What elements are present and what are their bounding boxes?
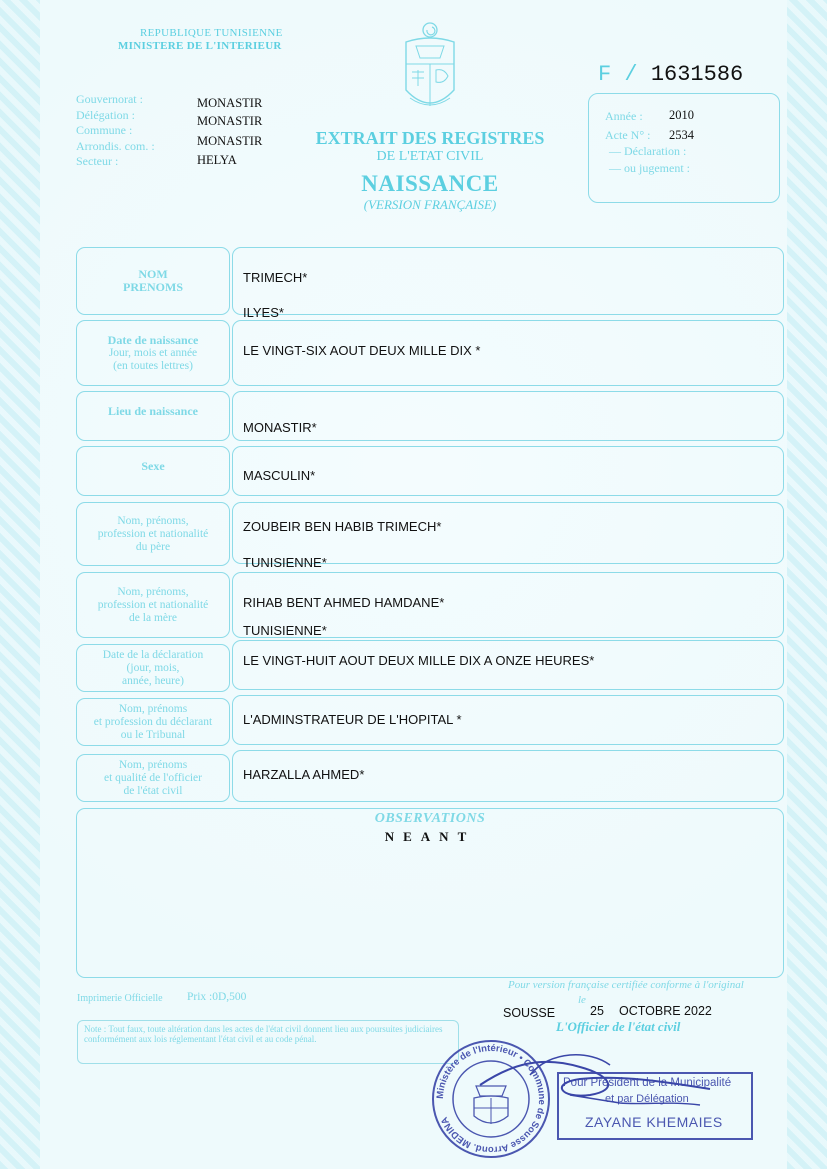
- document-title-block: [290, 128, 570, 213]
- title-etat-civil: DE L'ETAT CIVIL: [376, 149, 484, 164]
- label-line: Lieu de naissance: [107, 403, 198, 418]
- price: Prix :0D,500: [187, 991, 247, 1003]
- registry-box: [588, 93, 780, 203]
- observations-content: NEANT: [384, 829, 476, 844]
- title-version: (VERSION FRANÇAISE): [363, 197, 497, 212]
- label-line: Date de la déclaration: [102, 648, 204, 661]
- label-line: (en toutes lettres): [113, 359, 193, 372]
- mere-name-value: RIHAB BENT AHMED HAMDANE*: [243, 595, 445, 610]
- officier-value: HARZALLA AHMED*: [243, 767, 365, 782]
- stamp-name: ZAYANE KHEMAIES: [585, 1114, 723, 1130]
- observations-title: OBSERVATIONS: [374, 811, 486, 826]
- label-line: Nom, prénoms,: [117, 514, 189, 527]
- security-pattern-left: [0, 0, 40, 1169]
- commune-label: Commune :: [76, 123, 133, 137]
- year-value: 2010: [669, 108, 694, 122]
- gouvernorat-value: MONASTIR: [197, 96, 263, 110]
- label-lieu-naissance: [76, 391, 230, 441]
- round-stamp-text: Ministère de l'Intérieur • Commune de Sousse Arrond. MEDINA: [434, 1042, 548, 1156]
- date-month-year: OCTOBRE 2022: [619, 1004, 712, 1018]
- value-officier: [232, 750, 784, 802]
- label-mere: [76, 572, 230, 638]
- ministry-name: MINISTERE DE L'INTERIEUR: [118, 40, 282, 52]
- location-values: [197, 95, 262, 168]
- commune-value: MONASTIR: [197, 134, 263, 148]
- value-sexe: [232, 446, 784, 496]
- value-lieu-naissance: [232, 391, 784, 441]
- printer-name: Imprimerie Officielle: [77, 993, 163, 1004]
- label-line: profession et nationalité: [97, 598, 209, 611]
- label-line: Nom, prénoms: [118, 758, 188, 771]
- year-label: Année :: [605, 109, 643, 123]
- label-line: (jour, mois,: [126, 661, 180, 674]
- secteur-value: HELYA: [197, 153, 237, 167]
- label-declarant: [76, 698, 230, 746]
- serial-value: 1631586: [650, 62, 744, 87]
- label-sexe: [76, 446, 230, 496]
- label-line: Jour, mois et année: [108, 346, 198, 359]
- date-declaration-value: LE VINGT-HUIT AOUT DEUX MILLE DIX A ONZE HEURES*: [243, 653, 595, 668]
- date-naissance-value: LE VINGT-SIX AOUT DEUX MILLE DIX *: [243, 343, 481, 358]
- legal-note: Note : Tout faux, toute altération dans les actes de l'état civil donnent lieu aux poursuites judiciaires conformément aux lois réglementant l'état civil et au code pénal.: [77, 1020, 459, 1064]
- value-mere: [232, 572, 784, 638]
- gouvernorat-label: Gouvernorat :: [76, 92, 143, 106]
- act-value: 2534: [669, 128, 694, 142]
- pere-nationality-value: TUNISIENNE*: [243, 555, 327, 570]
- label-line: ou le Tribunal: [120, 728, 186, 741]
- delegation-label: Délégation :: [76, 107, 135, 122]
- location-labels: [76, 92, 155, 170]
- value-pere: [232, 502, 784, 570]
- serial-prefix: F /: [598, 62, 638, 87]
- handwritten-signature: [470, 1045, 720, 1135]
- label-date-naissance: [76, 320, 230, 386]
- lieu-naissance-value: MONASTIR*: [243, 420, 317, 435]
- label-line: et qualité de l'officier: [104, 771, 202, 784]
- le-text: le: [578, 994, 586, 1006]
- label-line: Sexe: [141, 458, 165, 473]
- value-declarant: [232, 695, 784, 745]
- label-line: PRENOMS: [123, 280, 183, 294]
- secteur-label: Secteur :: [76, 154, 119, 168]
- value-date-naissance: [232, 320, 784, 386]
- date-day: 25: [590, 1004, 604, 1018]
- delegation-value: MONASTIR: [197, 114, 263, 128]
- label-date-declaration: [76, 644, 230, 692]
- prenoms-value: ILYES*: [243, 305, 284, 320]
- city: SOUSSE: [503, 1006, 556, 1020]
- officer-title: L'Officier de l'état civil: [556, 1019, 681, 1034]
- sexe-value: MASCULIN*: [243, 468, 316, 483]
- certified-text: Pour version française certifiée conforme à l'original: [508, 979, 744, 991]
- label-line: Nom, prénoms,: [117, 585, 189, 598]
- label-nom-prenoms: [76, 247, 230, 315]
- mere-nationality-value: TUNISIENNE*: [243, 623, 327, 638]
- label-line: année, heure): [122, 674, 184, 687]
- label-pere: [76, 502, 230, 566]
- stamp-line-1: Pour Président de la Municipalité: [563, 1077, 732, 1089]
- declaration-label: — Déclaration :: [609, 144, 687, 158]
- serial-number: [598, 62, 743, 87]
- act-label: Acte N° :: [605, 128, 651, 142]
- title-naissance: NAISSANCE: [361, 171, 499, 196]
- label-line: Nom, prénoms: [118, 702, 188, 715]
- arrondissement-label: Arrondis. com. :: [76, 138, 155, 153]
- judgement-label: — ou jugement :: [609, 161, 690, 175]
- label-line: et profession du déclarant: [93, 715, 213, 728]
- label-line: de la mère: [129, 611, 177, 624]
- stamp-line-2: et par Délégation: [605, 1093, 689, 1105]
- label-line: de l'état civil: [123, 784, 183, 797]
- pere-name-value: ZOUBEIR BEN HABIB TRIMECH*: [243, 519, 442, 534]
- security-pattern-right: [787, 0, 827, 1169]
- value-nom-prenoms: [232, 247, 784, 320]
- country-name: REPUBLIQUE TUNISIENNE: [140, 27, 283, 39]
- label-line: Date de naissance: [107, 332, 199, 347]
- label-line: profession et nationalité: [97, 527, 209, 540]
- nom-value: TRIMECH*: [243, 270, 308, 285]
- declarant-value: L'ADMINSTRATEUR DE L'HOPITAL *: [243, 712, 462, 727]
- observations-box: [76, 808, 784, 978]
- title-registres: EXTRAIT DES REGISTRES: [315, 128, 545, 148]
- label-officier: [76, 754, 230, 802]
- label-line: NOM: [138, 267, 168, 281]
- coat-of-arms-emblem: [398, 20, 462, 124]
- value-date-declaration: [232, 640, 784, 690]
- label-line: du père: [135, 540, 171, 553]
